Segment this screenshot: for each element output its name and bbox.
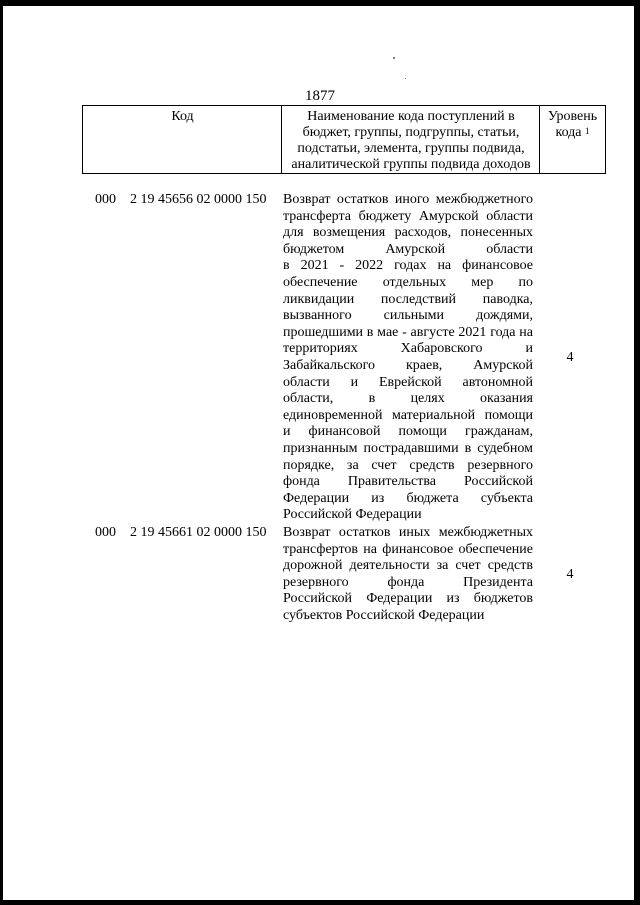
row-name [283, 525, 533, 625]
header-name-line: Наименование кода поступлений в [307, 109, 515, 124]
header-code-column [83, 106, 282, 173]
table-header [82, 105, 606, 174]
header-name-label [282, 109, 540, 173]
row-code-prefix: 000 [95, 525, 116, 540]
row-code: 2 19 45656 02 0000 150 [130, 192, 267, 207]
row-name-line: области, в целях оказания [283, 391, 533, 407]
header-level-code-word: кода [555, 125, 582, 140]
row-name-line: в 2021 - 2022 годах на финансовое [283, 258, 533, 274]
scan-edge-left [0, 0, 3, 905]
row-name-line: Возврат остатков иного межбюджетного [283, 192, 533, 207]
header-level-label [540, 109, 605, 141]
row-name-line: обеспечение отдельных мер по [283, 274, 533, 290]
row-name-line: субъектов Российской Федерации [283, 607, 485, 623]
row-level: 4 [566, 350, 574, 365]
scan-edge-right [634, 0, 640, 905]
header-level-line2 [540, 125, 605, 141]
row-name-line: ликвидации последствий паводка, [283, 291, 533, 307]
row-name-line: области и Еврейской автономной [283, 374, 533, 390]
row-name-line: Возврат остатков иных межбюджетных [283, 525, 533, 540]
row-name-line: трансферта бюджету Амурской области [283, 208, 533, 224]
row-name-line: трансфертов на финансовое обеспечение [283, 541, 533, 557]
row-code: 2 19 45661 02 0000 150 [130, 525, 267, 540]
row-name-line: Российской Федерации [283, 507, 422, 523]
header-name-line: аналитической группы подвида доходов [291, 157, 531, 172]
row-name [283, 192, 533, 524]
header-code-label: Код [171, 109, 194, 124]
scan-edge-bottom [0, 900, 640, 905]
row-level: 4 [566, 567, 574, 582]
row-name-line: признанным пострадавшими в судебном [283, 440, 533, 456]
header-level-column [540, 106, 605, 173]
row-name-line: территориях Хабаровского и [283, 341, 533, 357]
row-name-line: прошедшими в мае - августе 2021 года на [283, 324, 533, 340]
row-name-line: бюджетом Амурской области [283, 241, 533, 257]
header-name-line: бюджет, группы, подгруппы, статьи, [302, 125, 520, 140]
scan-edge-top [0, 0, 640, 6]
row-name-line: фонда Правительства Российской [283, 474, 533, 490]
header-level-footnote: 1 [585, 126, 590, 136]
row-name-line: резервного фонда Президента [283, 574, 533, 590]
row-name-line: для возмещения расходов, понесенных [283, 225, 533, 241]
row-name-line: Российской Федерации из бюджетов [283, 591, 533, 607]
header-level-line1: Уровень [547, 109, 598, 124]
row-name-line: Федерации из бюджета субъекта [283, 490, 533, 506]
row-name-line: порядке, за счет средств резервного [283, 457, 533, 473]
scan-speck [393, 57, 395, 59]
page-number: 1877 [305, 88, 335, 104]
row-name-line: вызванного сильными дождями, [283, 308, 533, 324]
row-name-line: единовременной материальной помощи [283, 407, 533, 423]
header-name-column [282, 106, 540, 173]
row-code-prefix: 000 [95, 192, 116, 207]
row-name-line: дорожной деятельности за счет средств [283, 558, 533, 574]
row-name-line: и финансовой помощи гражданам, [283, 424, 533, 440]
row-name-line: Забайкальского краев, Амурской [283, 357, 533, 373]
scan-speck [405, 78, 406, 79]
header-name-line: подстатьи, элемента, группы подвида, [297, 141, 525, 156]
